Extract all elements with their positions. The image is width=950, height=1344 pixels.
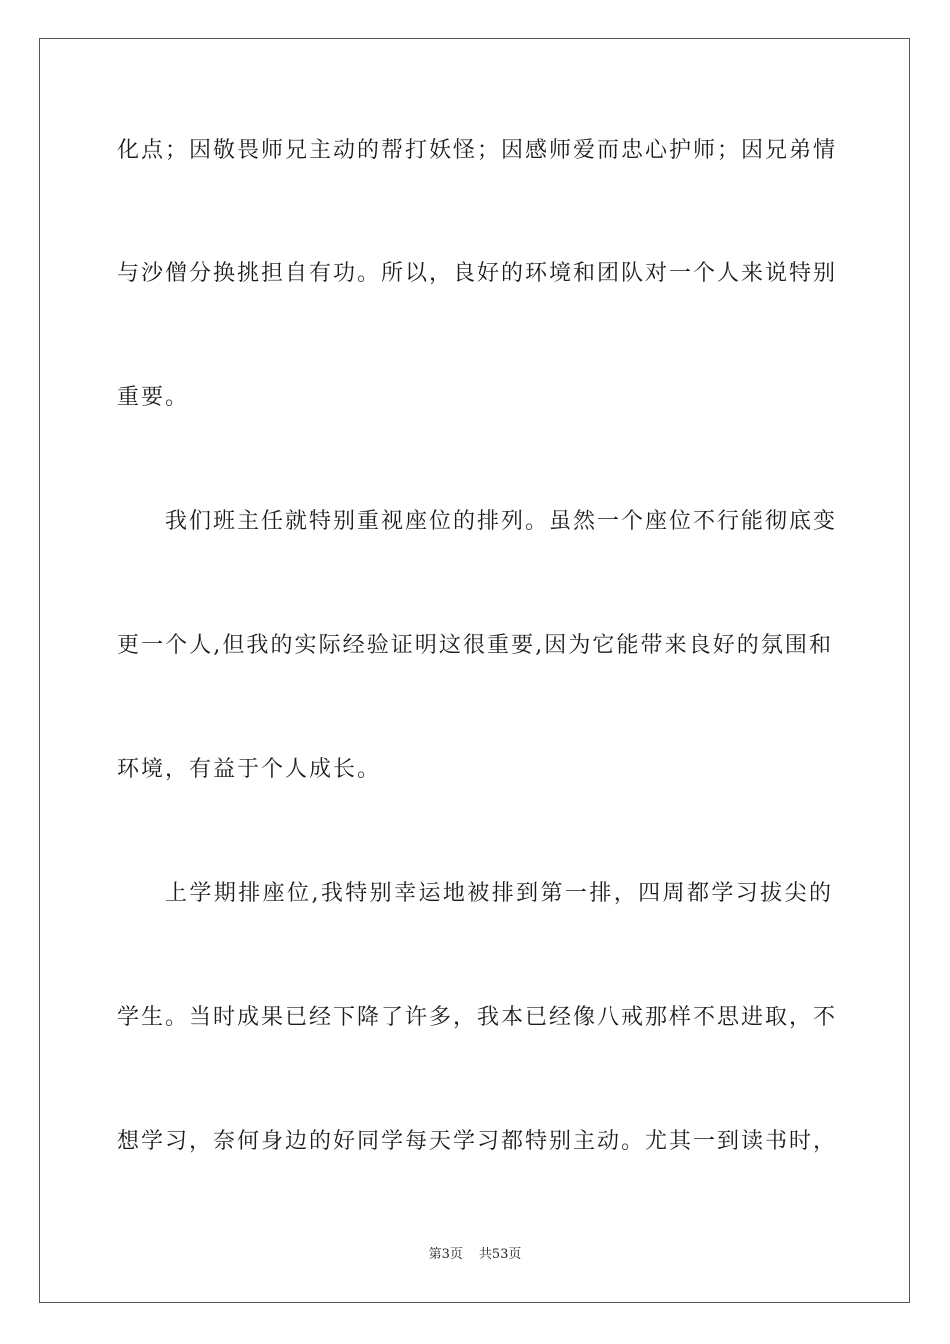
page-number: 第3页: [428, 1247, 463, 1262]
paragraph-line-5: 更一个人,但我的实际经验证明这很重要,因为它能带来良好的氛围和: [117, 633, 833, 658]
paragraph-line-4: 我们班主任就特别重视座位的排列。虽然一个座位不行能彻底变: [165, 509, 838, 534]
paragraph-line-6: 环境，有益于个人成长。: [117, 757, 382, 782]
paragraph-line-9: 想学习，奈何身边的好同学每天学习都特别主动。尤其一到读书时，: [117, 1129, 838, 1154]
total-pages: 共53页: [478, 1247, 522, 1262]
paragraph-line-3: 重要。: [117, 385, 190, 410]
paragraph-line-2: 与沙僧分换挑担自有功。所以，良好的环境和团队对一个人来说特别: [117, 261, 838, 286]
paragraph-line-7: 上学期排座位,我特别幸运地被排到第一排，四周都学习拔尖的: [165, 881, 833, 906]
paragraph-line-1: 化点；因敬畏师兄主动的帮打妖怪；因感师爱而忠心护师；因兄弟情: [117, 138, 838, 163]
page-border: [39, 38, 910, 1303]
page-footer: [0, 1246, 950, 1264]
paragraph-line-8: 学生。当时成果已经下降了许多，我本已经像八戒那样不思进取，不: [117, 1005, 838, 1030]
